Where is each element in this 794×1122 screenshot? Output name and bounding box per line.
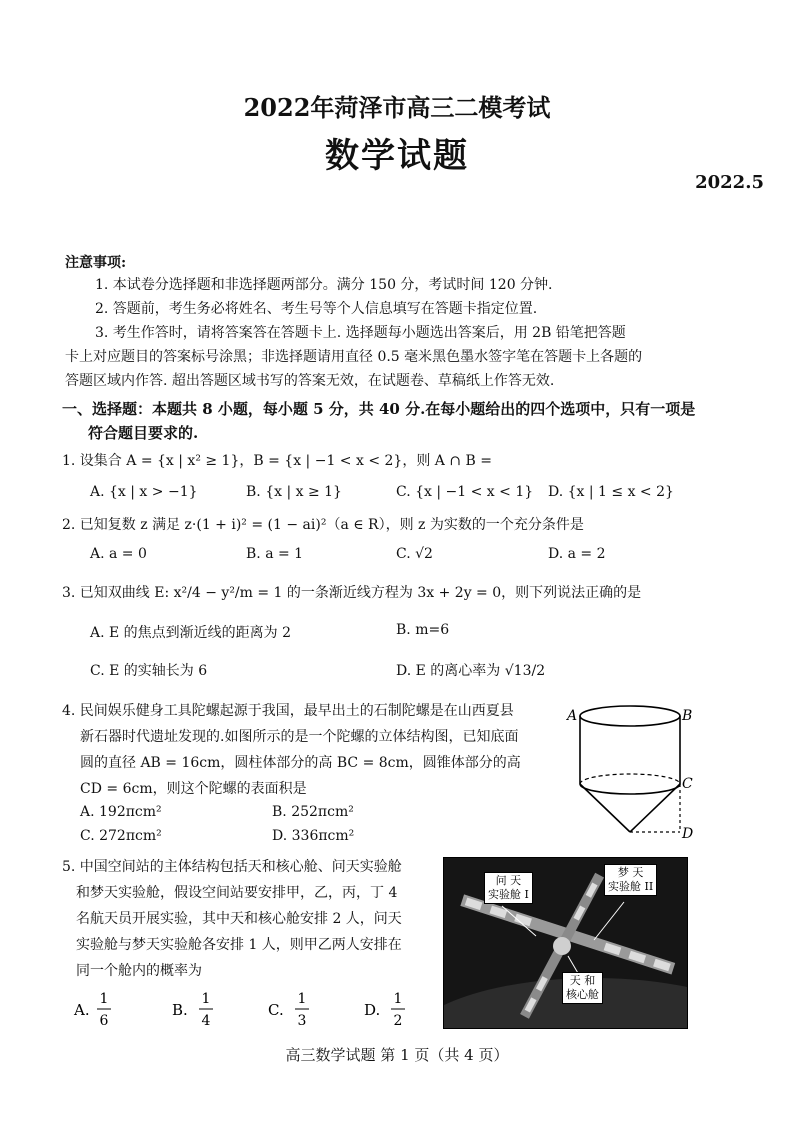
q4-line-2: 新石器时代遗址发现的.如图所示的是一个陀螺的立体结构图，已知底面 [80, 729, 519, 745]
q5-option-a-num: 1 [99, 991, 109, 1007]
notes-line-1: 1. 本试卷分选择题和非选择题两部分。满分 150 分，考试时间 120 分钟. [95, 277, 553, 293]
q3-stem: 3. 已知双曲线 E: x²/4 − y²/m = 1 的一条渐近线方程为 3x + 2y = 0，则下列说法正确的是 [62, 585, 642, 601]
q5-option-c-label: C. [268, 1001, 284, 1019]
q5-line-4: 实验舱与梦天实验舱各安排 1 人，则甲乙两人安排在 [76, 937, 402, 953]
q5-line-1: 5. 中国空间站的主体结构包括天和核心舱、问天实验舱 [62, 859, 402, 875]
q3-option-d: D. E 的离心率为 √13/2 [396, 663, 546, 679]
q5-option-a-den: 6 [99, 1013, 109, 1029]
station-core-module [553, 937, 571, 955]
label-tianhe: 天 和 核心舱 [562, 972, 603, 1004]
q4-option-d: D. 336πcm² [272, 828, 355, 844]
fig-label-a: A [567, 708, 578, 724]
fig-label-d: D [682, 826, 694, 842]
cone-right-edge [630, 784, 680, 832]
q5-option-c-num: 1 [297, 991, 307, 1007]
exam-title: 2022年菏泽市高三二模考试 [243, 93, 551, 122]
top-ellipse [580, 706, 680, 726]
q3-option-c: C. E 的实轴长为 6 [90, 663, 208, 679]
q5-option-b-label: B. [172, 1001, 188, 1019]
q1-option-a: A. {x | x > −1} [90, 484, 198, 500]
notes-line-2: 2. 答题前，考生务必将姓名、考生号等个人信息填写在答题卡指定位置. [95, 301, 538, 317]
q4-option-c: C. 272πcm² [80, 828, 162, 844]
notes-line-3c: 答题区域内作答. 超出答题区域书写的答案无效，在试题卷、草稿纸上作答无效. [65, 373, 555, 389]
notes-line-3b: 卡上对应题目的答案标号涂黑；非选择题请用直径 0.5 毫米黑色墨水签字笔在答题卡上各题的 [65, 349, 643, 365]
fig-label-c: C [682, 776, 693, 792]
q4-line-1: 4. 民间娱乐健身工具陀螺起源于我国，最早出土的石制陀螺是在山西夏县 [62, 703, 514, 719]
q1-option-d: D. {x | 1 ≤ x < 2} [548, 484, 674, 500]
q5-line-5: 同一个舱内的概率为 [76, 963, 202, 979]
exam-date: 2022.5 [695, 172, 764, 193]
q5-option-d-den: 2 [393, 1013, 403, 1029]
space-station-photo [443, 857, 688, 1029]
q2-option-a: A. a = 0 [90, 546, 147, 562]
q5-option-b-den: 4 [201, 1013, 211, 1029]
fig-label-b: B [682, 708, 693, 724]
label-wentian: 问 天 实验舱 I [484, 872, 533, 904]
q1-option-b: B. {x | x ≥ 1} [246, 484, 342, 500]
q2-option-c: C. √2 [396, 546, 433, 562]
q5-options [70, 985, 430, 1035]
page-footer: 高三数学试题 第 1 页（共 4 页） [285, 1046, 509, 1064]
notes-heading: 注意事项: [65, 255, 127, 271]
q1-option-c: C. {x | −1 < x < 1} [396, 484, 534, 500]
q5-line-3: 名航天员开展实验，其中天和核心舱安排 2 人，问天 [76, 911, 402, 927]
q4-line-3: 圆的直径 AB = 16cm，圆柱体部分的高 BC = 8cm，圆锥体部分的高 [80, 755, 521, 771]
q5-option-d-num: 1 [393, 991, 403, 1007]
q2-stem: 2. 已知复数 z 满足 z·(1 + i)² = (1 − ai)²（a ∈ R），则 z 为实数的一个充分条件是 [62, 517, 584, 533]
notes-line-3a: 3. 考生作答时，请将答案答在答题卡上. 选择题每小题选出答案后，用 2B 铅笔把答题 [95, 325, 626, 341]
q5-option-c-den: 3 [297, 1013, 307, 1029]
bottom-arc-front [580, 784, 680, 794]
cone-left-edge [580, 784, 630, 832]
section1-line-1: 一、选择题：本题共 8 小题，每小题 5 分，共 40 分.在每小题给出的四个选项中，只有一项是 [62, 400, 696, 418]
q1-stem: 1. 设集合 A = {x | x² ≥ 1}，B = {x | −1 < x < 2}，则 A ∩ B = [62, 453, 492, 469]
q4-option-b: B. 252πcm² [272, 804, 354, 820]
q2-option-b: B. a = 1 [246, 546, 304, 562]
q4-line-4: CD = 6cm，则这个陀螺的表面积是 [80, 781, 307, 797]
q5-option-a-label: A. [74, 1001, 90, 1019]
spinning-top-figure [566, 698, 696, 848]
q3-option-b: B. m=6 [396, 622, 450, 638]
bottom-arc-back [580, 774, 680, 784]
subject-title: 数学试题 [325, 136, 469, 176]
section1-line-2: 符合题目要求的. [88, 424, 199, 442]
q4-option-a: A. 192πcm² [80, 804, 162, 820]
q3-option-a: A. E 的焦点到渐近线的距离为 2 [90, 625, 292, 641]
q5-option-b-num: 1 [201, 991, 211, 1007]
label-mengtian: 梦 天 实验舱 II [604, 864, 657, 896]
q2-option-d: D. a = 2 [548, 546, 606, 562]
q5-option-d-label: D. [364, 1001, 381, 1019]
q5-line-2: 和梦天实验舱，假设空间站要安排甲，乙，丙，丁 4 [76, 885, 398, 901]
